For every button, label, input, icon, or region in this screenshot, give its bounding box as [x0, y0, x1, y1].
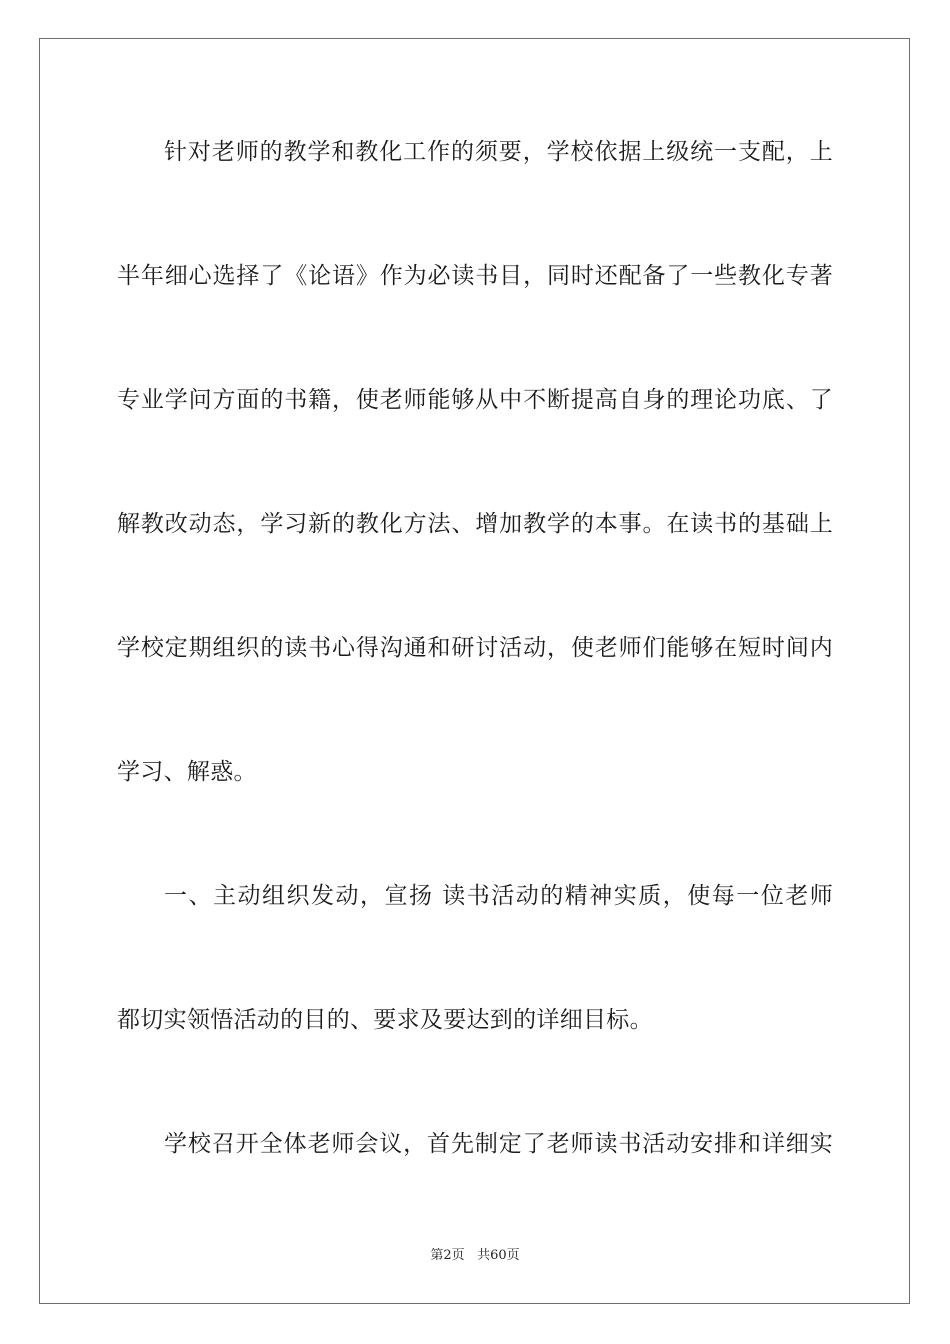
page-number: 第2页	[430, 1248, 465, 1263]
page-footer	[0, 1247, 950, 1265]
paragraph-line-1: 针对老师的教学和教化工作的须要，学校依据上级统一支配，上	[164, 139, 833, 165]
paragraph-line-6: 学习、解惑。	[117, 759, 257, 785]
paragraph-line-9: 学校召开全体老师会议，首先制定了老师读书活动安排和详细实	[164, 1131, 833, 1157]
page-total: 共60页	[477, 1248, 520, 1263]
paragraph-line-3: 专业学问方面的书籍，使老师能够从中不断提高自身的理论功底、了	[117, 387, 833, 413]
page-border	[39, 38, 910, 1304]
paragraph-line-5: 学校定期组织的读书心得沟通和研讨活动，使老师们能够在短时间内	[117, 635, 833, 661]
paragraph-line-8: 都切实领悟活动的目的、要求及要达到的详细目标。	[117, 1007, 653, 1033]
paragraph-line-2: 半年细心选择了《论语》作为必读书目，同时还配备了一些教化专著	[117, 263, 833, 289]
paragraph-line-7: 一、主动组织发动，宣扬 读书活动的精神实质，使每一位老师	[164, 883, 833, 909]
paragraph-line-4: 解教改动态，学习新的教化方法、增加教学的本事。在读书的基础上	[117, 511, 833, 537]
